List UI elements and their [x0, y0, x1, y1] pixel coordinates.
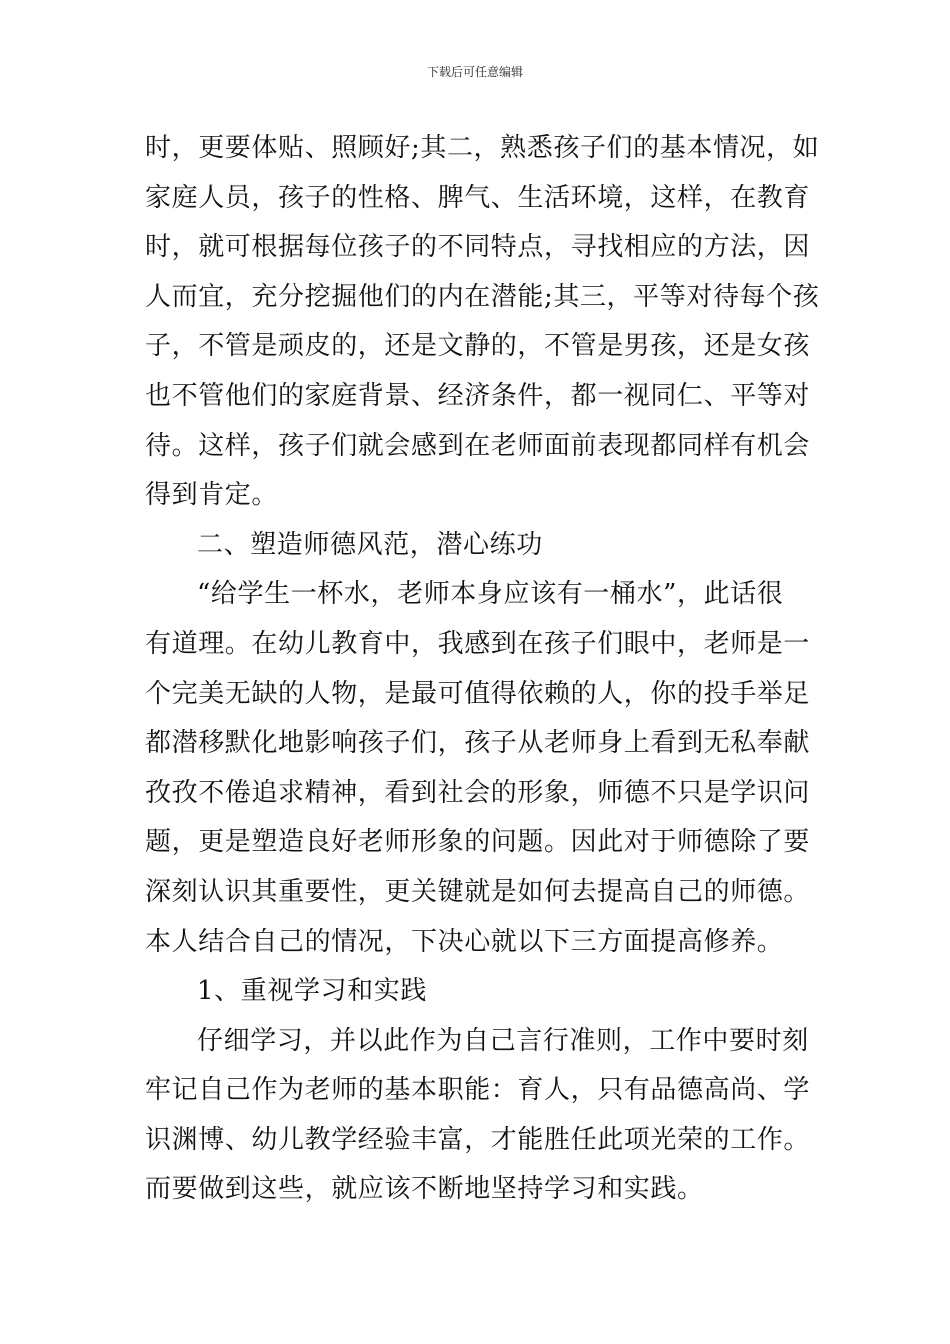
text-line: 本人结合自己的情况，下决心就以下三方面提高修养。	[145, 926, 784, 957]
paragraph-start: 仔细学习，并以此作为自己言行准则，工作中要时刻	[197, 1025, 809, 1056]
text-line: 而要做到这些，就应该不断地坚持学习和实践。	[145, 1174, 704, 1205]
text-line: 牢记自己作为老师的基本职能：育人，只有品德高尚、学	[145, 1075, 811, 1106]
page-header: 下载后可任意编辑	[426, 65, 523, 79]
text-line: 都潜移默化地影响孩子们，孩子从老师身上看到无私奉献	[145, 728, 811, 759]
text-line: 有道理。在幼儿教育中，我感到在孩子们眼中，老师是一	[145, 628, 811, 659]
text-line: 子，不管是顽皮的，还是文静的，不管是男孩，还是女孩	[145, 331, 811, 362]
text-line: 时，就可根据每位孩子的不同特点，寻找相应的方法，因	[145, 232, 811, 263]
subsection-heading: 1、重视学习和实践	[197, 976, 427, 1007]
text-line: 得到肯定。	[145, 480, 279, 511]
document-body	[145, 124, 820, 1215]
paragraph-start: “给学生一杯水，老师本身应该有一桶水”，此话很	[197, 579, 784, 610]
text-line: 人而宜，充分挖掘他们的内在潜能;其三，平等对待每个孩	[145, 281, 820, 312]
text-line: 深刻认识其重要性，更关键就是如何去提高自己的师德。	[145, 876, 811, 907]
section-heading: 二、塑造师德风范，潜心练功	[197, 529, 543, 560]
text-line: 也不管他们的家庭背景、经济条件，都一视同仁、平等对	[145, 380, 811, 411]
text-line: 家庭人员，孩子的性格、脾气、生活环境，这样，在教育	[145, 182, 811, 213]
text-line: 个完美无缺的人物，是最可值得依赖的人，你的投手举足	[145, 678, 811, 709]
text-line: 孜孜不倦追求精神，看到社会的形象，师德不只是学识问	[145, 777, 811, 808]
text-line: 时，更要体贴、照顾好;其二，熟悉孩子们的基本情况，如	[145, 133, 820, 163]
text-line: 待。这样，孩子们就会感到在老师面前表现都同样有机会	[145, 430, 811, 461]
text-line: 题，更是塑造良好老师形象的问题。因此对于师德除了要	[145, 827, 811, 858]
text-line: 识渊博、幼儿教学经验丰富，才能胜任此项光荣的工作。	[145, 1124, 811, 1155]
